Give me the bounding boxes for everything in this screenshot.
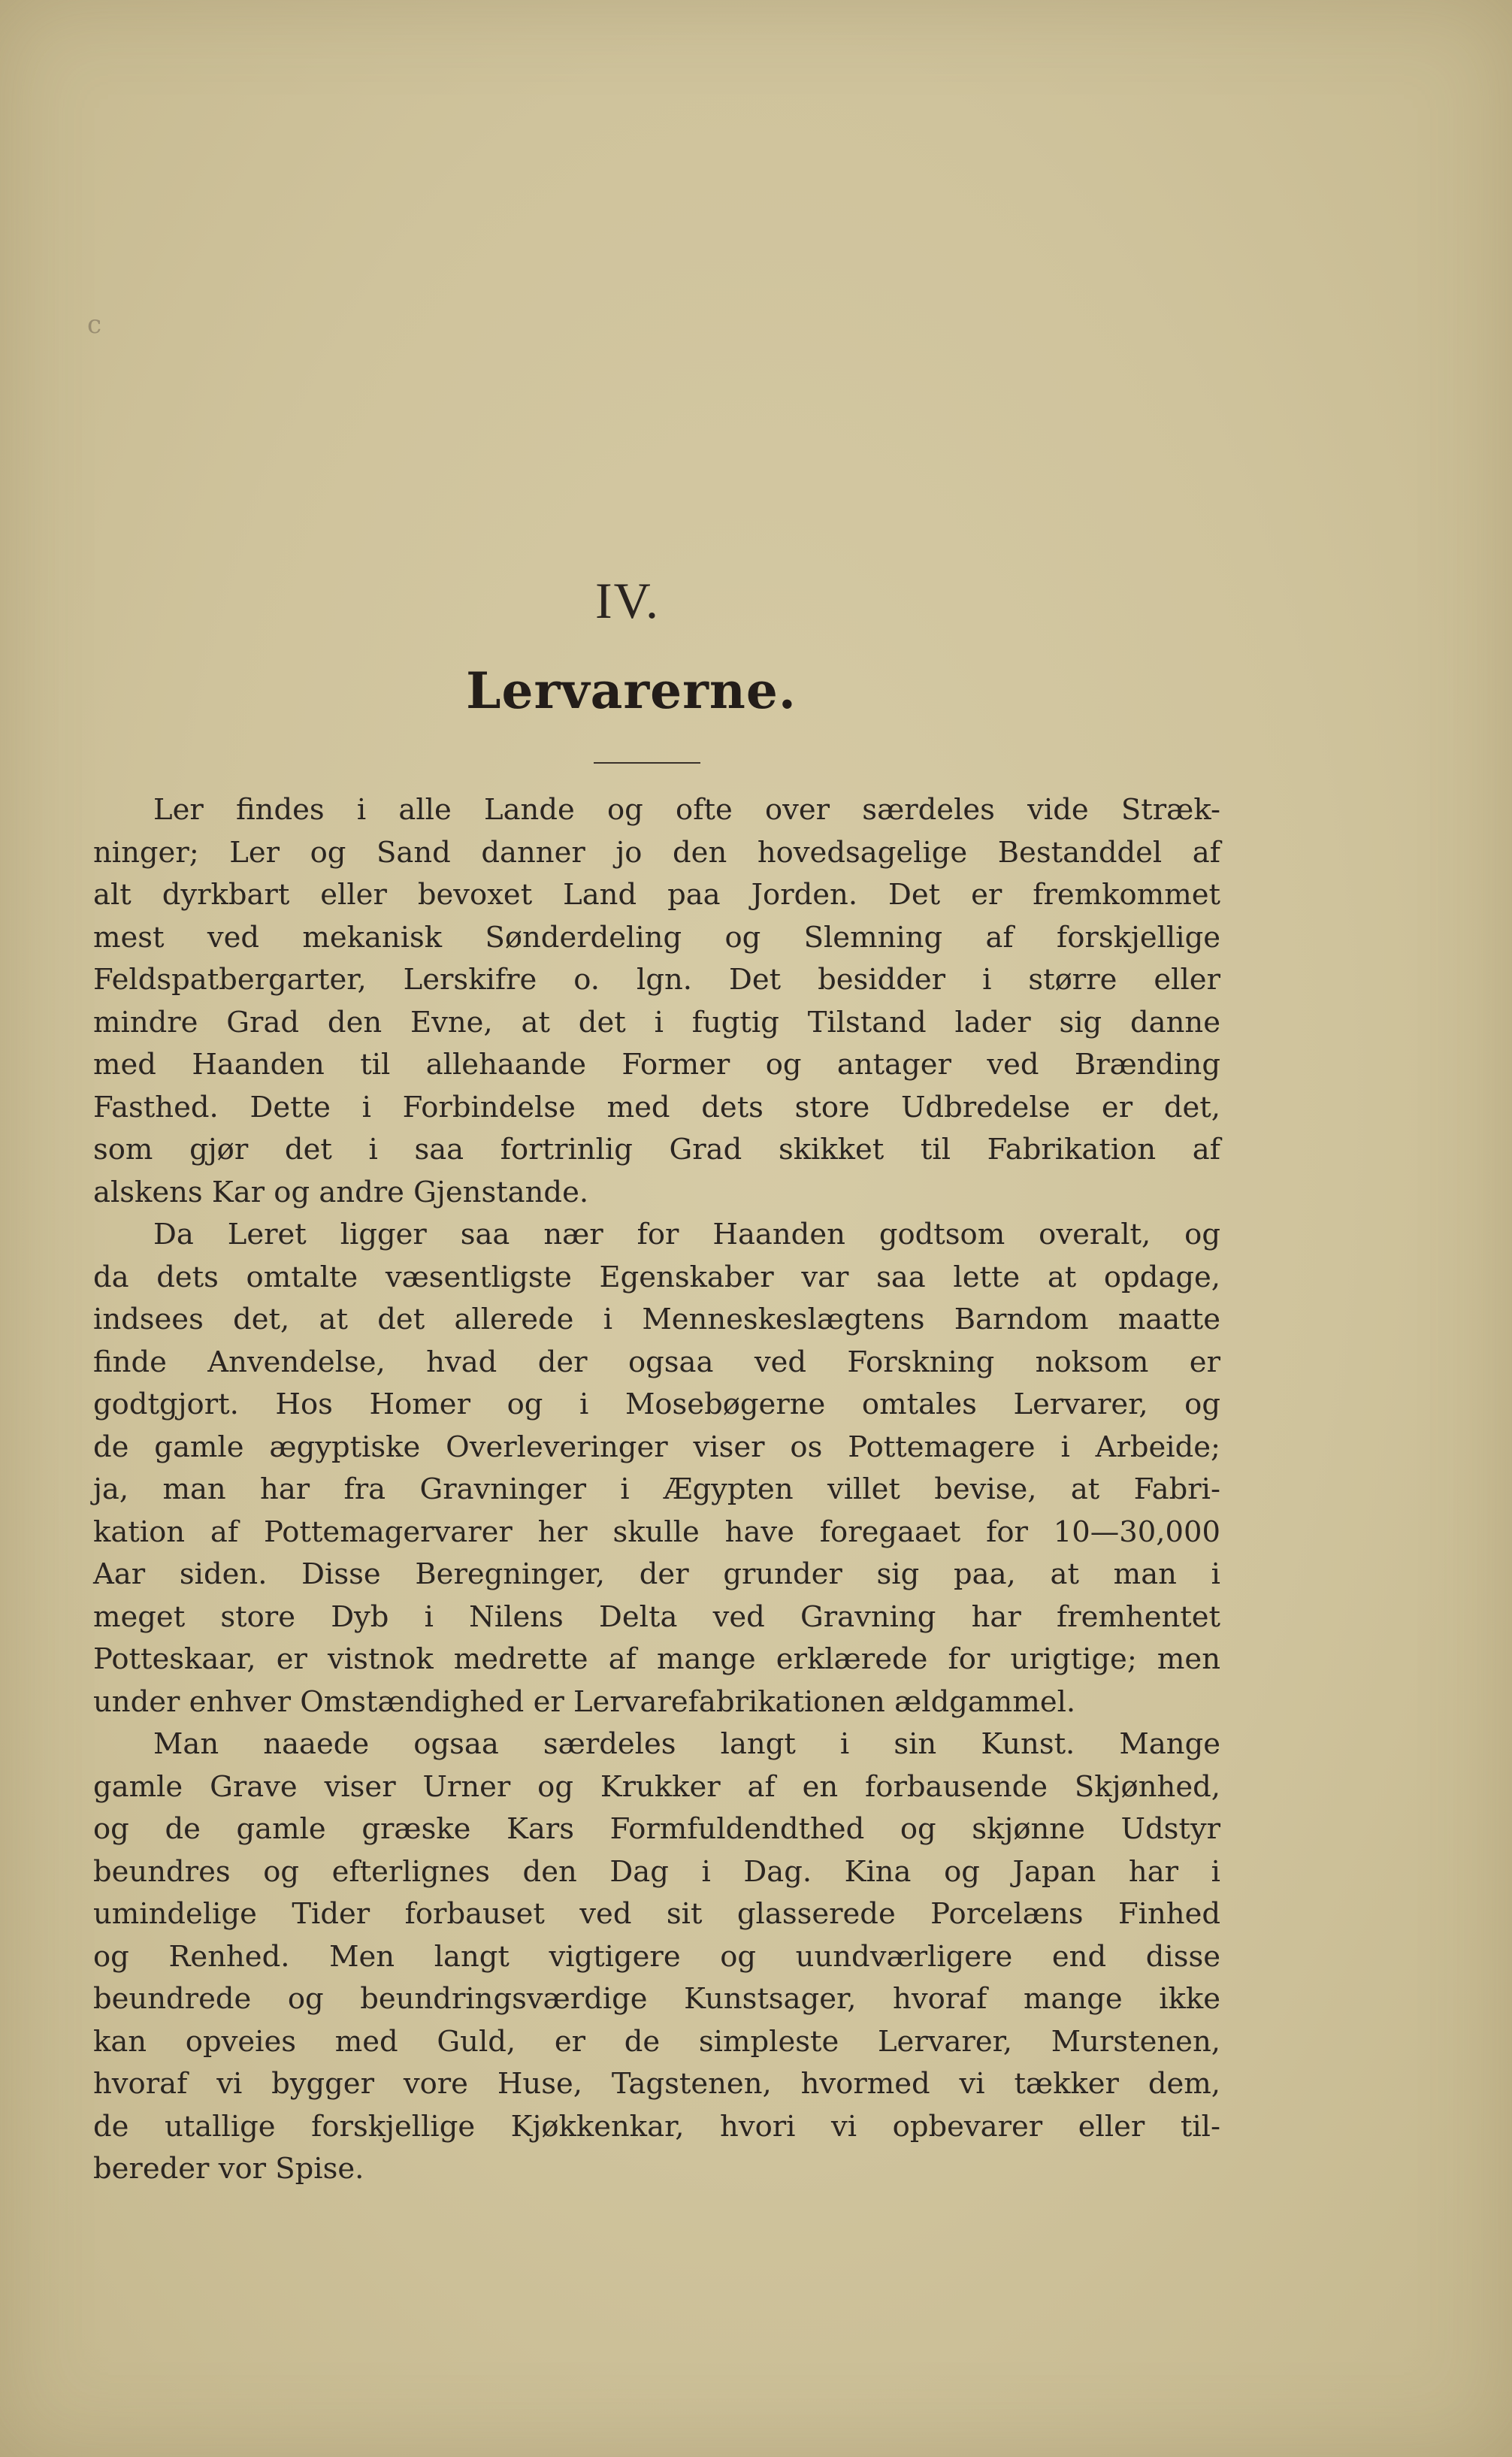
text-line: de utallige forskjellige Kjøkkenkar, hvori vi opbevarer eller til- <box>93 2109 1220 2144</box>
text-line: meget store Dyb i Nilens Delta ved Gravning har fremhentet <box>93 1599 1220 1634</box>
text-line: da dets omtalte væsentligste Egenskaber var saa lette at opdage, <box>93 1260 1220 1294</box>
text-line: og de gamle græske Kars Formfuldendthed og skjønne Udstyr <box>93 1812 1220 1846</box>
text-line: alt dyrkbart eller bevoxet Land paa Jorden. Det er fremkommet <box>93 878 1220 912</box>
text-line: indsees det, at det allerede i Menneskeslægtens Barndom maatte <box>93 1303 1220 1336</box>
text-line: alskens Kar og andre Gjenstande. <box>93 1175 589 1209</box>
text-line: finde Anvendelse, hvad der ogsaa ved Forskning noksom er <box>93 1345 1220 1379</box>
text-line: gamle Grave viser Urner og Krukker af en forbausende Skjønhed, <box>93 1769 1220 1804</box>
chapter-number: IV. <box>595 572 660 629</box>
text-line: Man naaede ogsaa særdeles langt i sin Kunst. Mange <box>153 1727 1220 1761</box>
text-line: mest ved mekanisk Sønderdeling og Slemning af forskjellige <box>93 920 1220 955</box>
text-line: beundres og efterlignes den Dag i Dag. Kina og Japan har i <box>93 1854 1220 1889</box>
text-line: ja, man har fra Gravninger i Ægypten villet bevise, at Fabri- <box>93 1472 1220 1506</box>
text-line: Ler findes i alle Lande og ofte over særdeles vide Stræk- <box>153 793 1220 827</box>
text-line: ninger; Ler og Sand danner jo den hovedsagelige Bestanddel af <box>93 835 1220 870</box>
text-line: Feldspatbergarter, Lerskifre o. lgn. Det besidder i større eller <box>93 963 1220 997</box>
body-text <box>93 789 1220 2191</box>
title-divider <box>594 762 700 764</box>
text-line: hvoraf vi bygger vore Huse, Tagstenen, hvormed vi tækker dem, <box>93 2067 1220 2101</box>
text-line: og Renhed. Men langt vigtigere og uundværligere end disse <box>93 1939 1220 1974</box>
text-line: umindelige Tider forbauset ved sit glasserede Porcelæns Finhed <box>93 1897 1220 1931</box>
chapter-title: Lervarerne. <box>466 661 797 720</box>
text-line: Da Leret ligger saa nær for Haanden godtsom overalt, og <box>153 1218 1220 1251</box>
text-line: kation af Pottemagervarer her skulle have foregaaet for 10—30,000 <box>93 1514 1220 1549</box>
text-line: som gjør det i saa fortrinlig Grad skikket til Fabrikation af <box>93 1133 1220 1166</box>
stray-ink-mark: c <box>87 310 102 340</box>
text-line: Aar siden. Disse Beregninger, der grunder sig paa, at man i <box>93 1557 1220 1591</box>
text-line: kan opveies med Guld, er de simpleste Lervarer, Murstenen, <box>93 2024 1220 2059</box>
text-line: under enhver Omstændighed er Lervarefabrikationen ældgammel. <box>93 1684 1076 1719</box>
text-line: beundrede og beundringsværdige Kunstsager, hvoraf mange ikke <box>93 1982 1220 2016</box>
text-line: Fasthed. Dette i Forbindelse med dets store Udbredelse er det, <box>93 1090 1220 1124</box>
text-line: mindre Grad den Evne, at det i fugtig Tilstand lader sig danne <box>93 1005 1220 1039</box>
text-line: godtgjort. Hos Homer og i Mosebøgerne omtales Lervarer, og <box>93 1387 1220 1421</box>
text-line: bereder vor Spise. <box>93 2152 364 2186</box>
text-line: med Haanden til allehaande Former og antager ved Brænding <box>93 1048 1220 1082</box>
text-line: de gamle ægyptiske Overleveringer viser os Pottemagere i Arbeide; <box>93 1430 1220 1464</box>
text-line: Potteskaar, er vistnok medrette af mange erklærede for urigtige; men <box>93 1642 1220 1676</box>
